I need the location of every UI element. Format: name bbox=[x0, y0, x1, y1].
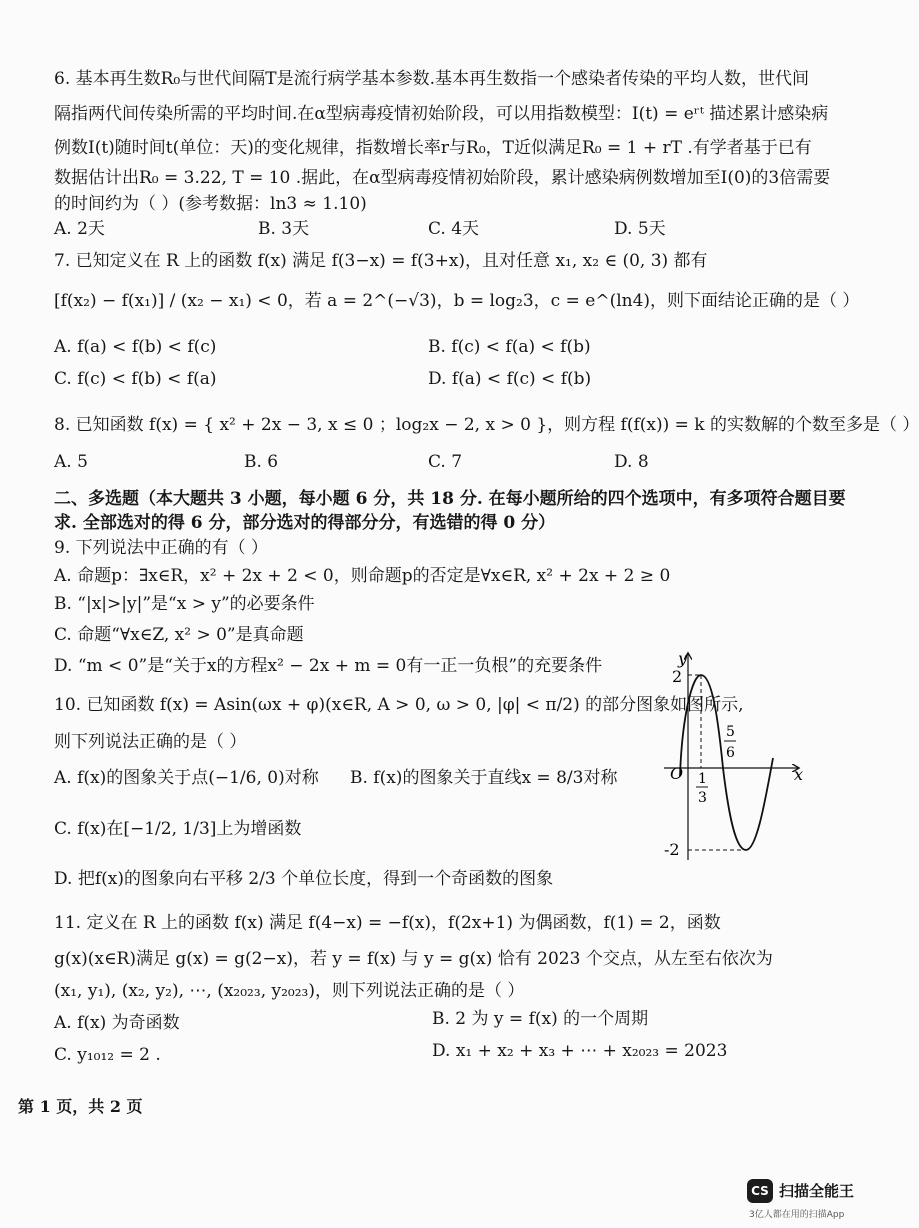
q7-option-b: B. f(c) < f(a) < f(b) bbox=[428, 337, 591, 357]
q7-option-a: A. f(a) < f(b) < f(c) bbox=[54, 337, 217, 357]
q7-option-c: C. f(c) < f(b) < f(a) bbox=[54, 369, 217, 389]
q9-option-c: C. 命题“∀x∈Z, x² > 0”是真命题 bbox=[54, 625, 304, 645]
q10-option-b: B. f(x)的图象关于直线x = 8/3对称 bbox=[350, 768, 618, 788]
graph-tick1-denominator: 3 bbox=[698, 790, 707, 806]
scanner-tagline: 3亿人都在用的扫描App bbox=[749, 1210, 845, 1220]
q6-line-4: 数据估计出R₀ = 3.22, T = 10 .据此，在α型病毒疫情初始阶段，累计感染病例数增加至I(0)的3倍需要 bbox=[54, 168, 831, 188]
q7-option-d: D. f(a) < f(c) < f(b) bbox=[428, 369, 592, 389]
q8-option-c: C. 7 bbox=[428, 452, 463, 472]
q8-option-a: A. 5 bbox=[54, 452, 88, 472]
q6-line-1: 6. 基本再生数R₀与世代间隔T是流行病学基本参数.基本再生数指一个感染者传染的平均人数，世代间 bbox=[54, 69, 809, 89]
q6-line-2: 隔指两代间传染所需的平均时间.在α型病毒疫情初始阶段，可以用指数模型：I(t) = eʳᵗ 描述累计感染病 bbox=[54, 104, 829, 124]
scanner-app-name: 扫描全能王 bbox=[779, 1182, 855, 1200]
q9-option-b: B. “|x|>|y|”是“x > y”的必要条件 bbox=[54, 594, 315, 614]
q6-option-b: B. 3天 bbox=[258, 219, 310, 239]
q10-option-c: C. f(x)在[−1/2, 1/3]上为增函数 bbox=[54, 819, 302, 839]
graph-tick2-denominator: 6 bbox=[726, 745, 735, 761]
scanner-watermark-logo bbox=[745, 1177, 863, 1225]
graph-x-label: x bbox=[794, 765, 804, 784]
q7-line-2: [f(x₂) − f(x₁)] / (x₂ − x₁) < 0，若 a = 2^(−√3)，b = log₂3，c = e^(ln4)，则下面结论正确的是（ ） bbox=[54, 291, 860, 311]
graph-tick1-numerator: 1 bbox=[698, 771, 707, 787]
q11-option-c: C. y₁₀₁₂ = 2 . bbox=[54, 1045, 161, 1065]
q6-option-c: C. 4天 bbox=[428, 219, 480, 239]
q11-line-2: g(x)(x∈R)满足 g(x) = g(2−x)，若 y = f(x) 与 y = g(x) 恰有 2023 个交点，从左至右依次为 bbox=[54, 949, 773, 969]
q10-option-d: D. 把f(x)的图象向右平移 2/3 个单位长度，得到一个奇函数的图象 bbox=[54, 869, 554, 889]
q6-line-5: 的时间约为（ ）(参考数据：ln3 ≈ 1.10) bbox=[54, 194, 367, 214]
q11-line-1: 11. 定义在 R 上的函数 f(x) 满足 f(4−x) = −f(x)，f(2x+1) 为偶函数，f(1) = 2，函数 bbox=[54, 913, 721, 933]
section-2-heading-line-2: 求. 全部选对的得 6 分，部分选对的得部分分，有选错的得 0 分） bbox=[54, 513, 556, 533]
q9-stem: 9. 下列说法中正确的有（ ） bbox=[54, 538, 269, 558]
sine-curve bbox=[680, 675, 773, 850]
q11-line-3: (x₁, y₁), (x₂, y₂), ⋯, (x₂₀₂₃, y₂₀₂₃)，则下列说法正确的是（ ） bbox=[54, 981, 525, 1001]
q8-line-1: 8. 已知函数 f(x) = { x² + 2x − 3, x ≤ 0 ；log₂x − 2, x > 0 }，则方程 f(f(x)) = k 的实数解的个数至多是（ ） bbox=[54, 415, 919, 435]
q10-line-2: 则下列说法正确的是（ ） bbox=[54, 732, 247, 752]
q6-option-d: D. 5天 bbox=[614, 219, 666, 239]
q8-option-b: B. 6 bbox=[244, 452, 279, 472]
q7-line-1: 7. 已知定义在 R 上的函数 f(x) 满足 f(3−x) = f(3+x)，且对任意 x₁, x₂ ∈ (0, 3) 都有 bbox=[54, 251, 708, 271]
page-footer: 第 1 页，共 2 页 bbox=[18, 1097, 143, 1116]
q8-option-d: D. 8 bbox=[614, 452, 649, 472]
graph-max-label: 2 bbox=[672, 667, 683, 686]
graph-origin-label: O bbox=[670, 764, 684, 783]
section-2-heading-line-1: 二、多选题（本大题共 3 小题，每小题 6 分，共 18 分. 在每小题所给的四个选项中，有多项符合题目要 bbox=[54, 489, 846, 509]
q11-option-d: D. x₁ + x₂ + x₃ + ⋯ + x₂₀₂₃ = 2023 bbox=[432, 1041, 728, 1061]
q6-line-3: 例数I(t)随时间t(单位：天)的变化规律，指数增长率r与R₀，T近似满足R₀ = 1 + rT .有学者基于已有 bbox=[54, 138, 812, 158]
q10-option-a: A. f(x)的图象关于点(−1/6, 0)对称 bbox=[54, 768, 319, 788]
q10-line-1: 10. 已知函数 f(x) = Asin(ωx + φ)(x∈R, A > 0, ω > 0, |φ| < π/2) 的部分图象如图所示, bbox=[54, 695, 744, 715]
q11-option-a: A. f(x) 为奇函数 bbox=[54, 1013, 180, 1033]
graph-min-label: -2 bbox=[664, 840, 680, 859]
graph-y-label: y bbox=[678, 649, 688, 668]
q9-option-d: D. “m < 0”是“关于x的方程x² − 2x + m = 0有一正一负根”的充要条件 bbox=[54, 656, 603, 676]
q11-option-b: B. 2 为 y = f(x) 的一个周期 bbox=[432, 1009, 649, 1029]
q10-sine-graph bbox=[656, 648, 806, 863]
q6-option-a: A. 2天 bbox=[54, 219, 105, 239]
q9-option-a: A. 命题p：∃x∈R，x² + 2x + 2 < 0，则命题p的否定是∀x∈R, x² + 2x + 2 ≥ 0 bbox=[54, 566, 671, 586]
scanner-cs-icon: CS bbox=[747, 1179, 773, 1203]
graph-tick2-numerator: 5 bbox=[726, 724, 735, 740]
